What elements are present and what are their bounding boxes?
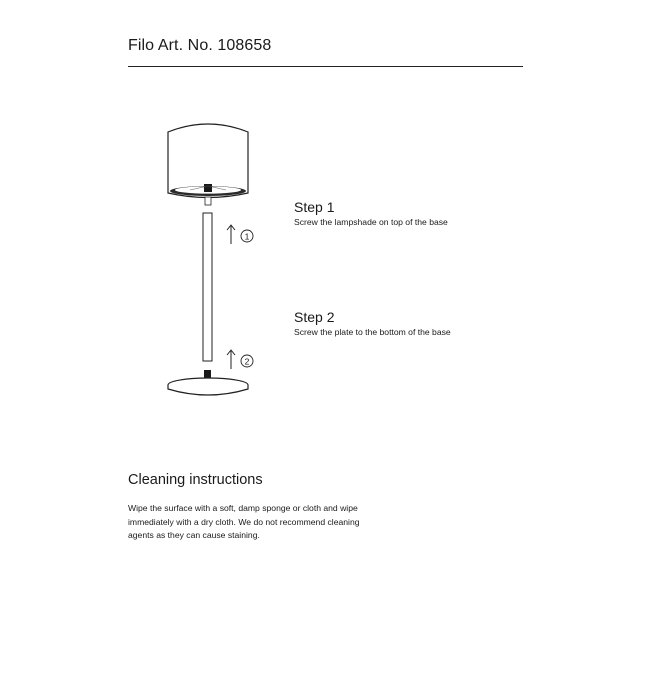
step1-arrow-icon: [227, 225, 235, 244]
shade-connector: [205, 197, 211, 205]
lampshade-illustration: [168, 124, 248, 198]
base-plate-illustration: [168, 378, 248, 395]
document-title: Filo Art. No. 108658: [128, 37, 272, 54]
step1-heading: Step 1: [294, 199, 335, 215]
step2-number-marker: [241, 355, 253, 367]
step1-number-marker: [241, 230, 253, 242]
step2-description: Screw the plate to the bottom of the base: [294, 327, 451, 337]
lamp-rod: [203, 213, 212, 361]
step1-description: Screw the lampshade on top of the base: [294, 217, 448, 227]
cleaning-instructions-text: Wipe the surface with a soft, damp sponge or cloth and wipe immediately with a dry cloth. We do not recommend cleaning agents as they can cause staining.: [128, 503, 360, 540]
step2-arrow-icon: [227, 350, 235, 369]
step1-number: 1: [244, 231, 250, 242]
step2-heading: Step 2: [294, 309, 335, 325]
step2-section: [294, 309, 451, 337]
step2-number: 2: [244, 356, 250, 367]
cleaning-heading: Cleaning instructions: [128, 472, 263, 488]
step1-section: [294, 199, 448, 227]
